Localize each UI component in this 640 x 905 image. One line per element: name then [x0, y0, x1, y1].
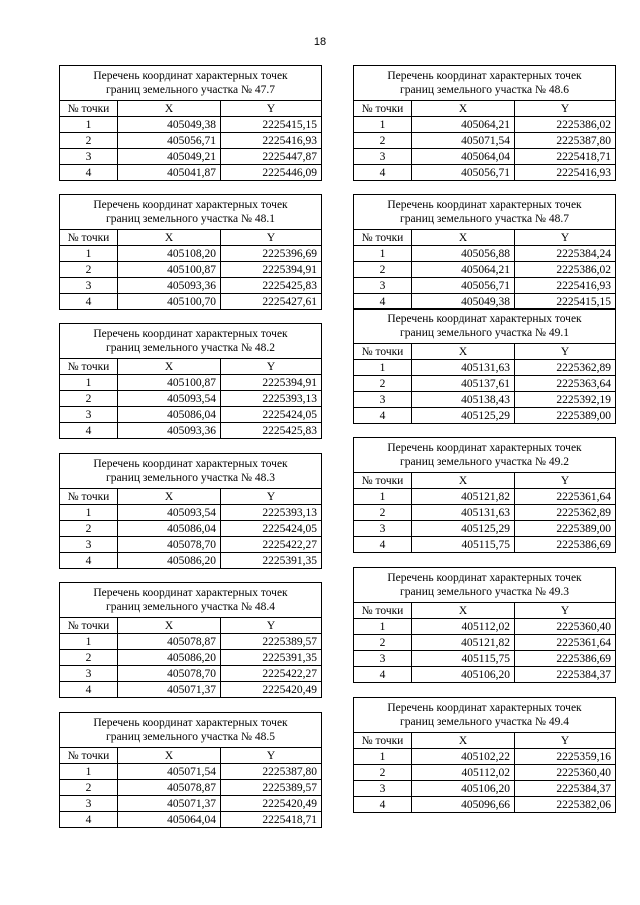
table-row: [354, 149, 616, 165]
x-value: 405064,21: [412, 262, 515, 278]
page-number: 18: [313, 36, 327, 48]
y-value: 2225391,35: [221, 650, 322, 666]
table-row: [354, 392, 616, 408]
y-value: 2225361,64: [515, 635, 616, 651]
column-header-x: X: [412, 473, 515, 489]
point-number: 3: [354, 781, 412, 797]
table-row: [354, 408, 616, 424]
column-header-y: Y: [221, 230, 322, 246]
y-value: 2225418,71: [221, 812, 322, 828]
y-value: 2225389,57: [221, 780, 322, 796]
x-value: 405086,20: [118, 553, 221, 569]
table-row: [354, 521, 616, 537]
x-value: 405056,71: [412, 278, 515, 294]
table-row: [60, 505, 322, 521]
coordinates-table-47-7: [59, 65, 322, 181]
coordinates-table-49-3: [353, 567, 616, 683]
table-row: [354, 781, 616, 797]
x-value: 405131,63: [412, 505, 515, 521]
x-value: 405115,75: [412, 651, 515, 667]
column-header-num: № точки: [60, 618, 118, 634]
table-row: [60, 407, 322, 423]
point-number: 3: [60, 666, 118, 682]
column-header-num: № точки: [354, 473, 412, 489]
coordinates-table-49-1: [353, 308, 616, 424]
column-header-num: № точки: [354, 101, 412, 117]
point-number: 2: [354, 635, 412, 651]
table-row: [354, 360, 616, 376]
coordinates-table-48-5: [59, 712, 322, 828]
column-header-y: Y: [515, 733, 616, 749]
point-number: 4: [60, 682, 118, 698]
y-value: 2225394,91: [221, 262, 322, 278]
table-row: [60, 133, 322, 149]
point-number: 1: [60, 246, 118, 262]
table-row: [60, 537, 322, 553]
table-row: [354, 651, 616, 667]
point-number: 3: [354, 392, 412, 408]
table-row: [354, 246, 616, 262]
x-value: 405112,02: [412, 619, 515, 635]
column-header-x: X: [412, 603, 515, 619]
point-number: 3: [60, 407, 118, 423]
x-value: 405049,38: [412, 294, 515, 310]
table-row: [60, 375, 322, 391]
table-row: [354, 667, 616, 683]
x-value: 405100,87: [118, 375, 221, 391]
point-number: 4: [60, 165, 118, 181]
point-number: 1: [354, 749, 412, 765]
point-number: 2: [60, 391, 118, 407]
x-value: 405064,04: [412, 149, 515, 165]
y-value: 2225420,49: [221, 682, 322, 698]
column-header-x: X: [118, 359, 221, 375]
x-value: 405086,04: [118, 407, 221, 423]
y-value: 2225384,24: [515, 246, 616, 262]
x-value: 405078,70: [118, 666, 221, 682]
x-value: 405071,54: [118, 764, 221, 780]
point-number: 3: [354, 149, 412, 165]
point-number: 4: [60, 553, 118, 569]
column-header-x: X: [118, 748, 221, 764]
column-header-num: № точки: [60, 230, 118, 246]
column-header-num: № точки: [60, 489, 118, 505]
point-number: 4: [354, 165, 412, 181]
y-value: 2225416,93: [515, 165, 616, 181]
table-row: [354, 619, 616, 635]
table-title: Перечень координат характерных точек границ земельного участка № 47.7: [60, 66, 322, 101]
table-row: [354, 489, 616, 505]
table-row: [354, 635, 616, 651]
y-value: 2225382,06: [515, 797, 616, 813]
y-value: 2225359,16: [515, 749, 616, 765]
y-value: 2225447,87: [221, 149, 322, 165]
point-number: 1: [60, 375, 118, 391]
table-row: [60, 666, 322, 682]
x-value: 405102,22: [412, 749, 515, 765]
table-title: Перечень координат характерных точек границ земельного участка № 48.6: [354, 66, 616, 101]
column-header-y: Y: [515, 230, 616, 246]
x-value: 405078,87: [118, 634, 221, 650]
column-header-y: Y: [221, 489, 322, 505]
y-value: 2225425,83: [221, 423, 322, 439]
column-header-y: Y: [221, 359, 322, 375]
y-value: 2225446,09: [221, 165, 322, 181]
coordinates-table-48-4: [59, 582, 322, 698]
x-value: 405093,36: [118, 423, 221, 439]
point-number: 1: [354, 117, 412, 133]
x-value: 405064,21: [412, 117, 515, 133]
point-number: 1: [60, 634, 118, 650]
coordinates-table-49-2: [353, 437, 616, 553]
x-value: 405049,21: [118, 149, 221, 165]
x-value: 405100,87: [118, 262, 221, 278]
point-number: 4: [354, 294, 412, 310]
y-value: 2225387,80: [515, 133, 616, 149]
column-header-x: X: [118, 101, 221, 117]
table-row: [60, 796, 322, 812]
point-number: 2: [60, 650, 118, 666]
point-number: 2: [354, 133, 412, 149]
x-value: 405093,36: [118, 278, 221, 294]
y-value: 2225392,19: [515, 392, 616, 408]
table-row: [354, 537, 616, 553]
y-value: 2225362,89: [515, 360, 616, 376]
y-value: 2225384,37: [515, 667, 616, 683]
y-value: 2225384,37: [515, 781, 616, 797]
y-value: 2225394,91: [221, 375, 322, 391]
table-title: Перечень координат характерных точек границ земельного участка № 48.2: [60, 324, 322, 359]
point-number: 4: [60, 812, 118, 828]
point-number: 2: [354, 262, 412, 278]
table-row: [354, 133, 616, 149]
y-value: 2225386,02: [515, 262, 616, 278]
point-number: 3: [354, 651, 412, 667]
x-value: 405121,82: [412, 489, 515, 505]
table-row: [60, 117, 322, 133]
column-header-y: Y: [515, 473, 616, 489]
table-title: Перечень координат характерных точек границ земельного участка № 48.1: [60, 195, 322, 230]
y-value: 2225422,27: [221, 537, 322, 553]
table-row: [60, 423, 322, 439]
table-row: [60, 149, 322, 165]
table-row: [60, 165, 322, 181]
table-title: Перечень координат характерных точек границ земельного участка № 48.3: [60, 454, 322, 489]
point-number: 2: [60, 262, 118, 278]
y-value: 2225424,05: [221, 521, 322, 537]
column-header-num: № точки: [354, 733, 412, 749]
y-value: 2225360,40: [515, 765, 616, 781]
table-row: [354, 749, 616, 765]
column-header-num: № точки: [354, 603, 412, 619]
y-value: 2225416,93: [515, 278, 616, 294]
y-value: 2225415,15: [515, 294, 616, 310]
x-value: 405106,20: [412, 781, 515, 797]
column-header-x: X: [412, 733, 515, 749]
column-header-y: Y: [515, 603, 616, 619]
point-number: 2: [60, 133, 118, 149]
table-row: [60, 780, 322, 796]
y-value: 2225363,64: [515, 376, 616, 392]
y-value: 2225396,69: [221, 246, 322, 262]
point-number: 4: [354, 408, 412, 424]
y-value: 2225389,00: [515, 408, 616, 424]
y-value: 2225391,35: [221, 553, 322, 569]
table-title: Перечень координат характерных точек границ земельного участка № 48.4: [60, 583, 322, 618]
point-number: 4: [60, 294, 118, 310]
column-header-num: № точки: [354, 230, 412, 246]
table-row: [60, 682, 322, 698]
table-row: [354, 376, 616, 392]
column-header-y: Y: [221, 618, 322, 634]
table-row: [60, 246, 322, 262]
y-value: 2225361,64: [515, 489, 616, 505]
column-header-num: № точки: [60, 101, 118, 117]
y-value: 2225393,13: [221, 391, 322, 407]
point-number: 3: [60, 537, 118, 553]
column-header-num: № точки: [60, 359, 118, 375]
x-value: 405078,70: [118, 537, 221, 553]
x-value: 405071,37: [118, 796, 221, 812]
point-number: 1: [354, 619, 412, 635]
y-value: 2225389,57: [221, 634, 322, 650]
table-row: [354, 505, 616, 521]
x-value: 405115,75: [412, 537, 515, 553]
x-value: 405093,54: [118, 505, 221, 521]
x-value: 405056,88: [412, 246, 515, 262]
x-value: 405071,37: [118, 682, 221, 698]
table-title: Перечень координат характерных точек границ земельного участка № 49.1: [354, 309, 616, 344]
y-value: 2225418,71: [515, 149, 616, 165]
table-row: [354, 165, 616, 181]
y-value: 2225362,89: [515, 505, 616, 521]
point-number: 3: [60, 796, 118, 812]
x-value: 405049,38: [118, 117, 221, 133]
point-number: 4: [354, 537, 412, 553]
point-number: 1: [354, 360, 412, 376]
point-number: 2: [354, 505, 412, 521]
table-row: [354, 278, 616, 294]
point-number: 1: [354, 246, 412, 262]
column-header-x: X: [118, 230, 221, 246]
y-value: 2225386,02: [515, 117, 616, 133]
y-value: 2225360,40: [515, 619, 616, 635]
table-title: Перечень координат характерных точек границ земельного участка № 48.7: [354, 195, 616, 230]
table-row: [60, 294, 322, 310]
column-header-num: № точки: [354, 344, 412, 360]
table-row: [354, 765, 616, 781]
table-row: [354, 117, 616, 133]
point-number: 3: [60, 149, 118, 165]
column-header-x: X: [412, 230, 515, 246]
x-value: 405125,29: [412, 408, 515, 424]
y-value: 2225427,61: [221, 294, 322, 310]
y-value: 2225389,00: [515, 521, 616, 537]
table-title: Перечень координат характерных точек границ земельного участка № 48.5: [60, 713, 322, 748]
table-row: [60, 521, 322, 537]
column-header-num: № точки: [60, 748, 118, 764]
point-number: 1: [60, 505, 118, 521]
table-row: [60, 650, 322, 666]
table-row: [60, 391, 322, 407]
column-header-y: Y: [515, 101, 616, 117]
y-value: 2225415,15: [221, 117, 322, 133]
point-number: 2: [60, 521, 118, 537]
y-value: 2225416,93: [221, 133, 322, 149]
x-value: 405056,71: [412, 165, 515, 181]
y-value: 2225387,80: [221, 764, 322, 780]
x-value: 405106,20: [412, 667, 515, 683]
table-row: [60, 262, 322, 278]
point-number: 4: [354, 797, 412, 813]
coordinates-table-49-4: [353, 697, 616, 813]
table-row: [60, 634, 322, 650]
point-number: 3: [354, 521, 412, 537]
coordinates-table-48-6: [353, 65, 616, 181]
x-value: 405086,20: [118, 650, 221, 666]
x-value: 405086,04: [118, 521, 221, 537]
table-title: Перечень координат характерных точек границ земельного участка № 49.2: [354, 438, 616, 473]
x-value: 405071,54: [412, 133, 515, 149]
column-header-x: X: [118, 618, 221, 634]
point-number: 1: [354, 489, 412, 505]
y-value: 2225425,83: [221, 278, 322, 294]
point-number: 4: [354, 667, 412, 683]
coordinates-table-48-3: [59, 453, 322, 569]
column-header-x: X: [118, 489, 221, 505]
table-row: [60, 553, 322, 569]
y-value: 2225424,05: [221, 407, 322, 423]
point-number: 3: [354, 278, 412, 294]
point-number: 2: [354, 765, 412, 781]
point-number: 4: [60, 423, 118, 439]
table-row: [354, 262, 616, 278]
x-value: 405108,20: [118, 246, 221, 262]
point-number: 1: [60, 764, 118, 780]
point-number: 2: [354, 376, 412, 392]
x-value: 405125,29: [412, 521, 515, 537]
table-row: [60, 764, 322, 780]
table-title: Перечень координат характерных точек границ земельного участка № 49.3: [354, 568, 616, 603]
y-value: 2225386,69: [515, 651, 616, 667]
coordinates-table-48-2: [59, 323, 322, 439]
table-row: [60, 812, 322, 828]
x-value: 405064,04: [118, 812, 221, 828]
table-row: [60, 278, 322, 294]
column-header-y: Y: [515, 344, 616, 360]
x-value: 405096,66: [412, 797, 515, 813]
y-value: 2225386,69: [515, 537, 616, 553]
column-header-x: X: [412, 101, 515, 117]
table-title: Перечень координат характерных точек границ земельного участка № 49.4: [354, 698, 616, 733]
table-row: [354, 797, 616, 813]
x-value: 405112,02: [412, 765, 515, 781]
x-value: 405093,54: [118, 391, 221, 407]
point-number: 3: [60, 278, 118, 294]
coordinates-table-48-7: [353, 194, 616, 310]
y-value: 2225422,27: [221, 666, 322, 682]
x-value: 405131,63: [412, 360, 515, 376]
y-value: 2225420,49: [221, 796, 322, 812]
column-header-y: Y: [221, 748, 322, 764]
point-number: 1: [60, 117, 118, 133]
x-value: 405078,87: [118, 780, 221, 796]
x-value: 405041,87: [118, 165, 221, 181]
column-header-x: X: [412, 344, 515, 360]
x-value: 405121,82: [412, 635, 515, 651]
x-value: 405137,61: [412, 376, 515, 392]
y-value: 2225393,13: [221, 505, 322, 521]
x-value: 405138,43: [412, 392, 515, 408]
point-number: 2: [60, 780, 118, 796]
column-header-y: Y: [221, 101, 322, 117]
coordinates-table-48-1: [59, 194, 322, 310]
x-value: 405056,71: [118, 133, 221, 149]
x-value: 405100,70: [118, 294, 221, 310]
